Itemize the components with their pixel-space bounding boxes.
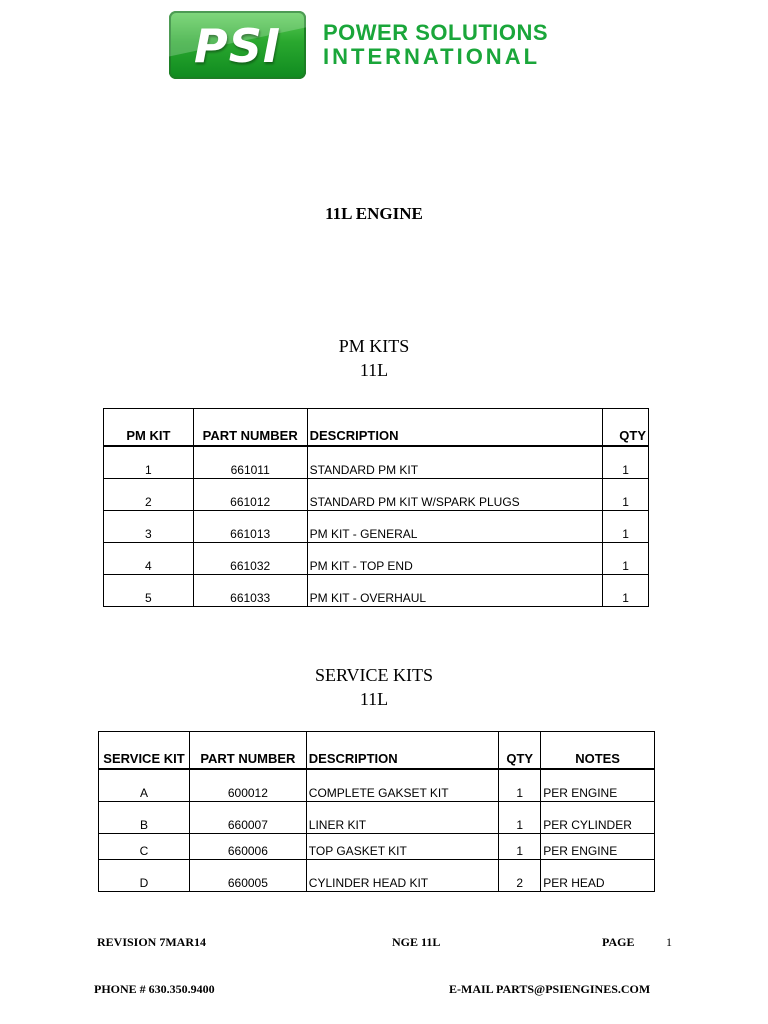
cell-kit: C	[99, 834, 190, 860]
cell-qty: 1	[603, 575, 649, 607]
table-row	[104, 446, 649, 479]
cell-notes: PER ENGINE	[541, 769, 655, 802]
service-title-line2: 11L	[359, 689, 389, 709]
footer-phone: PHONE # 630.350.9400	[94, 982, 215, 996]
cell-desc: LINER KIT	[306, 802, 499, 834]
header-description: DESCRIPTION	[306, 732, 499, 770]
table-row	[104, 575, 649, 607]
service-title-line1: SERVICE KITS	[314, 665, 434, 685]
header-notes: NOTES	[541, 732, 655, 770]
footer-page-number: 1	[666, 935, 672, 949]
cell-qty: 1	[499, 802, 541, 834]
table-row	[104, 543, 649, 575]
cell-desc: PM KIT - GENERAL	[307, 511, 602, 543]
cell-kit: B	[99, 802, 190, 834]
table-row	[99, 860, 655, 892]
header-part-number: PART NUMBER	[189, 732, 306, 770]
header-part-number: PART NUMBER	[193, 409, 307, 447]
cell-desc: CYLINDER HEAD KIT	[306, 860, 499, 892]
cell-part: 661012	[193, 479, 307, 511]
pm-title-line1: PM KITS	[338, 336, 410, 356]
cell-qty: 1	[603, 479, 649, 511]
table-row	[104, 511, 649, 543]
cell-part: 660005	[189, 860, 306, 892]
cell-kit: A	[99, 769, 190, 802]
table-row	[99, 834, 655, 860]
header-pm-kit: PM KIT	[104, 409, 194, 447]
cell-qty: 1	[499, 769, 541, 802]
cell-part: 661013	[193, 511, 307, 543]
footer-revision: REVISION 7MAR14	[97, 935, 207, 949]
cell-kit: 3	[104, 511, 194, 543]
cell-qty: 2	[499, 860, 541, 892]
logo-badge	[169, 11, 306, 79]
cell-part: 660006	[189, 834, 306, 860]
pm-title-line2: 11L	[359, 360, 389, 380]
cell-qty: 1	[603, 543, 649, 575]
logo-company-name	[323, 21, 548, 69]
cell-desc: STANDARD PM KIT	[307, 446, 602, 479]
cell-part: 600012	[189, 769, 306, 802]
header-qty: QTY	[499, 732, 541, 770]
psi-logo	[169, 11, 564, 81]
pm-section-title	[0, 334, 748, 382]
cell-part: 661011	[193, 446, 307, 479]
cell-notes: PER ENGINE	[541, 834, 655, 860]
cell-part: 660007	[189, 802, 306, 834]
cell-desc: COMPLETE GAKSET KIT	[306, 769, 499, 802]
cell-kit: 1	[104, 446, 194, 479]
header-description: DESCRIPTION	[307, 409, 602, 447]
cell-kit: 2	[104, 479, 194, 511]
footer-email: E-MAIL PARTS@PSIENGINES.COM	[449, 982, 651, 996]
table-header-row	[104, 409, 649, 447]
table-header-row	[99, 732, 655, 770]
table-row	[99, 769, 655, 802]
logo-name-line1: POWER SOLUTIONS	[323, 20, 549, 45]
cell-part: 661033	[193, 575, 307, 607]
logo-name-line2: INTERNATIONAL	[323, 44, 541, 69]
cell-notes: PER CYLINDER	[541, 802, 655, 834]
table-row	[99, 802, 655, 834]
cell-desc: STANDARD PM KIT W/SPARK PLUGS	[307, 479, 602, 511]
table-row	[104, 479, 649, 511]
cell-notes: PER HEAD	[541, 860, 655, 892]
header-qty: QTY	[603, 409, 649, 447]
cell-desc: PM KIT - TOP END	[307, 543, 602, 575]
cell-qty: 1	[603, 511, 649, 543]
header-service-kit: SERVICE KIT	[99, 732, 190, 770]
cell-desc: TOP GASKET KIT	[306, 834, 499, 860]
cell-part: 661032	[193, 543, 307, 575]
cell-kit: 4	[104, 543, 194, 575]
footer-page-label: PAGE	[602, 935, 635, 949]
cell-qty: 1	[603, 446, 649, 479]
service-kits-table	[98, 731, 655, 892]
cell-kit: 5	[104, 575, 194, 607]
logo-letters: PSI	[194, 19, 281, 73]
footer-doc-code: NGE 11L	[392, 935, 441, 949]
page-title: 11L ENGINE	[325, 204, 423, 223]
cell-kit: D	[99, 860, 190, 892]
service-section-title	[0, 663, 748, 711]
cell-desc: PM KIT - OVERHAUL	[307, 575, 602, 607]
cell-qty: 1	[499, 834, 541, 860]
pm-kits-table	[103, 408, 649, 607]
